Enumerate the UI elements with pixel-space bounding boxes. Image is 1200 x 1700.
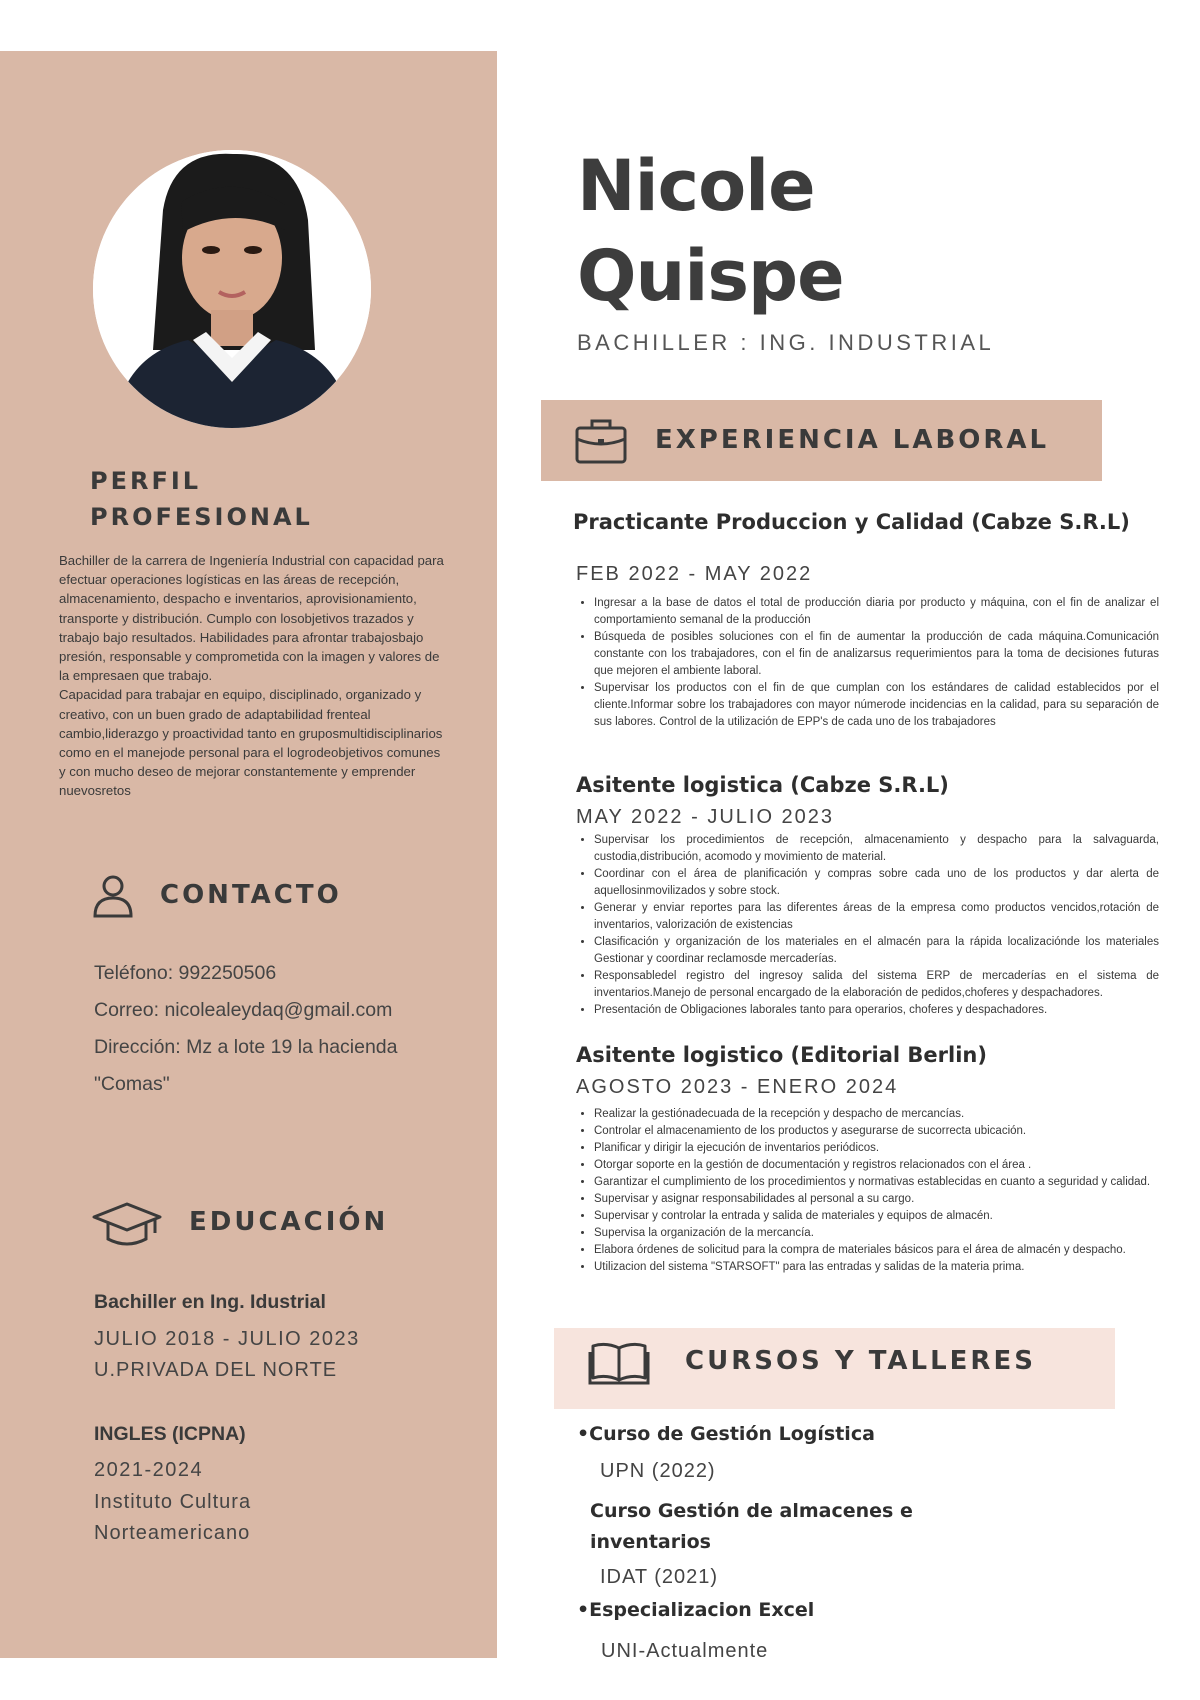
course-title: Curso Gestión de almacenes e xyxy=(590,1500,913,1522)
education-title: EDUCACIÓN xyxy=(189,1207,389,1237)
course-title: •Curso de Gestión Logística xyxy=(577,1423,875,1445)
job-duty: • Generar y enviar reportes para las diferentes áreas de la empresa como productos vencidos,rotación de inventarios, valorización de existencias xyxy=(594,900,1159,934)
briefcase-icon xyxy=(574,417,628,465)
contact-phone: Teléfono: 992250506 xyxy=(94,962,277,984)
course-institution: UNI-Actualmente xyxy=(601,1640,769,1662)
job-title: Asitente logistico (Editorial Berlin) xyxy=(576,1043,987,1067)
last-name: Quispe xyxy=(577,235,844,317)
course-title: •Especializacion Excel xyxy=(577,1599,815,1621)
education-item-date: 2021-2024 xyxy=(94,1459,204,1481)
job-duty: • Supervisar los productos con el fin de que cumplan con los estándares de calidad establecidos por el cliente.Informar sobre los trabajadores con mayor númerode incidencias en la calidad, para su separación de sus labores. Control de la utilización de EPP's de cada uno de los trabajadores xyxy=(594,680,1159,731)
perfil-text: Bachiller de la carrera de Ingeniería Industrial con capacidad para efectuar operaciones logísticas en las áreas de recepción, almacenamiento, despacho e inventarios, aprovisionamiento, transporte y distribución. Cumplo con losobjetivos trazados y trabajo bajo resultados. Habilidades para afrontar trabajosbajo presión, responsable y comprometida con la imagen y valores de la empresaen que trabajo. Capacidad para trabajar en equipo, disciplinado, organizado y creativo, con un buen grado de adaptabilidad frenteal cambio,liderazgo y proactividad tanto en gruposmultidisciplinarios como en el manejode personal para el logrodeobjetivos comunes y con mucho deseo de mejorar constantemente y emprender nuevosretos xyxy=(59,553,444,799)
education-item-title: Bachiller en Ing. Idustrial xyxy=(94,1291,326,1313)
role-title: BACHILLER : ING. INDUSTRIAL xyxy=(577,330,995,355)
job-duties-list xyxy=(576,1106,1159,1276)
perfil-title-line1: PERFIL xyxy=(90,467,202,495)
job-duty: • Clasificación y organización de los materiales en el almacén para la rápida localizaciónde los materiales Gestionar y coordinar reclamosde mercaderías. xyxy=(594,934,1159,968)
job-duty: • Elabora órdenes de solicitud para la compra de materiales básicos para el área de almacén y despacho. xyxy=(594,1242,1159,1259)
course-institution: UPN (2022) xyxy=(600,1460,716,1482)
job-duty: • Supervisar y controlar la entrada y salida de materiales y equipos de almacén. xyxy=(594,1208,1159,1225)
perfil-title-line2: PROFESIONAL xyxy=(90,503,313,531)
job-duty: • Utilizacion del sistema "STARSOFT" para las entradas y salidas de la materia prima. xyxy=(594,1259,1159,1276)
job-title: Asitente logistica (Cabze S.R.L) xyxy=(576,773,949,797)
profile-photo xyxy=(93,150,371,428)
course-title-line2: inventarios xyxy=(590,1531,711,1553)
job-title: Practicante Produccion y Calidad (Cabze S.R.L) xyxy=(573,510,1130,534)
experience-title: EXPERIENCIA LABORAL xyxy=(655,425,1050,455)
job-duty: • Presentación de Obligaciones laborales tanto para operarios, choferes y despachadores. xyxy=(594,1002,1159,1019)
job-duty: • Garantizar el cumplimiento de los procedimientos y normativas establecidas en cuanto a seguridad y calidad. xyxy=(594,1174,1159,1191)
job-date: AGOSTO 2023 - ENERO 2024 xyxy=(576,1076,899,1098)
first-name: Nicole xyxy=(577,145,815,227)
job-duties-list xyxy=(576,832,1159,1019)
contact-title: CONTACTO xyxy=(160,880,342,910)
job-duty: • Ingresar a la base de datos el total de producción diaria por producto y máquina, con el fin de analizar el comportamiento semanal de la producción xyxy=(594,595,1159,629)
education-item-title: INGLES (ICPNA) xyxy=(94,1423,246,1445)
courses-title: CURSOS Y TALLERES xyxy=(685,1346,1036,1376)
contact-address-city: "Comas" xyxy=(94,1073,170,1095)
job-duty: • Realizar la gestiónadecuada de la recepción y despacho de mercancías. xyxy=(594,1106,1159,1123)
graduation-cap-icon xyxy=(92,1201,162,1247)
job-duty: • Otorgar soporte en la gestión de documentación y registros relacionados con el área . xyxy=(594,1157,1159,1174)
education-item-date: JULIO 2018 - JULIO 2023 xyxy=(94,1328,360,1350)
job-date: MAY 2022 - JULIO 2023 xyxy=(576,806,835,828)
course-institution: IDAT (2021) xyxy=(600,1566,719,1588)
job-duty: • Coordinar con el área de planificación y compras sobre cada uno de los productos y dar alerta de aquellosinmovilizados y sobre stock. xyxy=(594,866,1159,900)
job-duties-list xyxy=(576,595,1159,731)
job-duty: • Controlar el almacenamiento de los productos y asegurarse de sucorrecta ubicación. xyxy=(594,1123,1159,1140)
education-item-institution: U.PRIVADA DEL NORTE xyxy=(94,1359,338,1381)
job-date: FEB 2022 - MAY 2022 xyxy=(576,563,813,585)
contact-address: Dirección: Mz a lote 19 la hacienda xyxy=(94,1036,398,1058)
user-icon xyxy=(92,874,134,918)
job-duty: • Supervisa la organización de la mercancía. xyxy=(594,1225,1159,1242)
portrait-image xyxy=(93,150,371,428)
job-duty: • Planificar y dirigir la ejecución de inventarios periódicos. xyxy=(594,1140,1159,1157)
open-book-icon xyxy=(588,1340,650,1386)
job-duty: • Búsqueda de posibles soluciones con el fin de aumentar la producción de cada máquina.Comunicación constante con los trabajadores, con el fin de analizarsus requerimientos para la toma de decisiones futuras que mejoren el ambiente laboral. xyxy=(594,629,1159,680)
education-item-institution: Instituto Cultura xyxy=(94,1491,252,1513)
education-item-institution-line2: Norteamericano xyxy=(94,1522,251,1544)
contact-email: Correo: nicolealeydaq@gmail.com xyxy=(94,999,393,1021)
job-duty: • Supervisar los procedimientos de recepción, almacenamiento y despacho para la salvaguarda, custodia,distribución, acomodo y movimiento de material. xyxy=(594,832,1159,866)
job-duty: • Supervisar y asignar responsabilidades al personal a su cargo. xyxy=(594,1191,1159,1208)
job-duty: • Responsabledel registro del ingresoy salida del sistema ERP de mercaderías en el sistema de inventarios.Manejo de personal encargado de la elaboración de pedidos,choferes y despachadores. xyxy=(594,968,1159,1002)
